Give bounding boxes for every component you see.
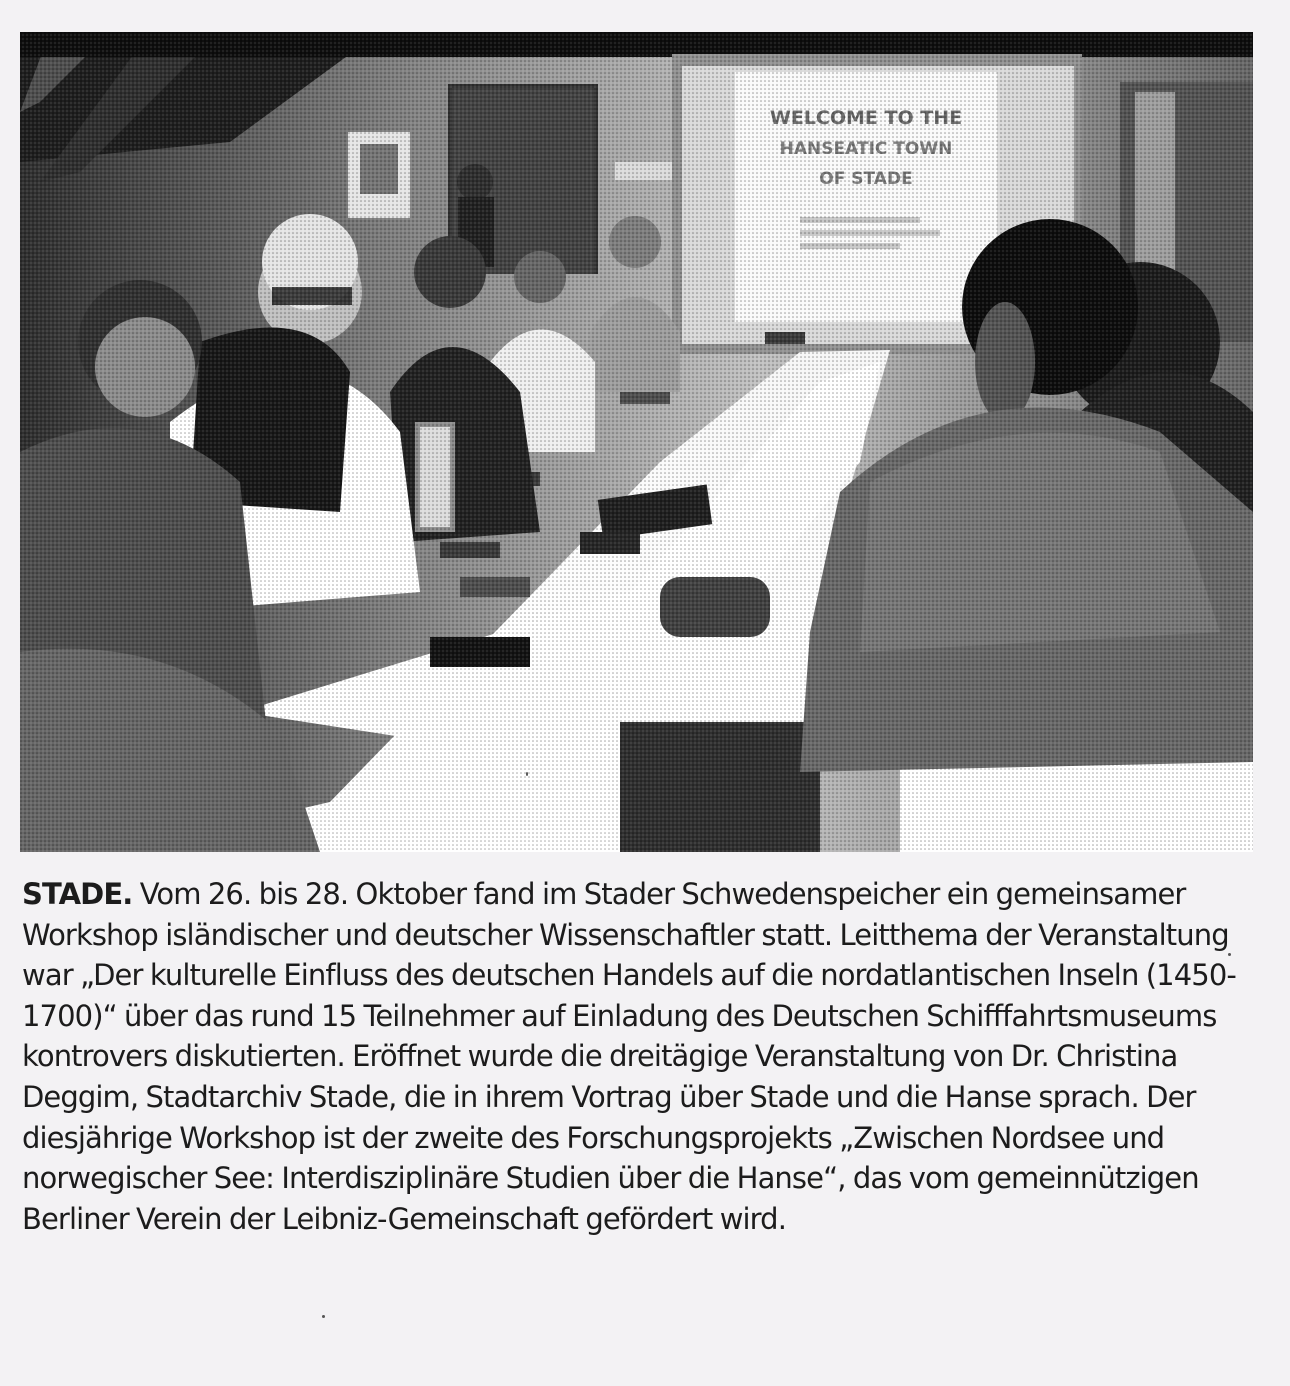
workshop-photo	[20, 32, 1253, 852]
caption-body: Vom 26. bis 28. Oktober fand im Stader Schwedenspeicher ein gemeinsamer Workshop isländischer und deutscher Wissenschaftler statt. Leitthema der Veranstaltung war „Der kulturelle Einfluss des deutschen Handels auf die nordatlantischen Inseln (1450-1700)“ über das rund 15 Teilnehmer auf Einladung des Deutschen Schifffahrtsmuseums kontrovers diskutierten. Eröffnet wurde die dreitägige Veranstaltung von Dr. Christina Deggim, Stadtarchiv Stade, die in ihrem Vortrag über Stade und die Hanse sprach. Der diesjährige Workshop ist der zweite des Forschungsprojekts „Zwischen Nordsee und norwegischer See: Interdisziplinäre Studien über die Hanse“, das vom gemeinnützigen Berliner Verein der Leibniz-Gemeinschaft gefördert wird.	[22, 877, 1236, 1236]
dateline: STADE.	[22, 877, 133, 911]
paper-speck	[1250, 708, 1252, 710]
paper-speck	[322, 1315, 325, 1318]
paper-speck	[526, 772, 528, 776]
photo-caption	[22, 874, 1262, 1239]
paper-speck	[1228, 953, 1231, 956]
